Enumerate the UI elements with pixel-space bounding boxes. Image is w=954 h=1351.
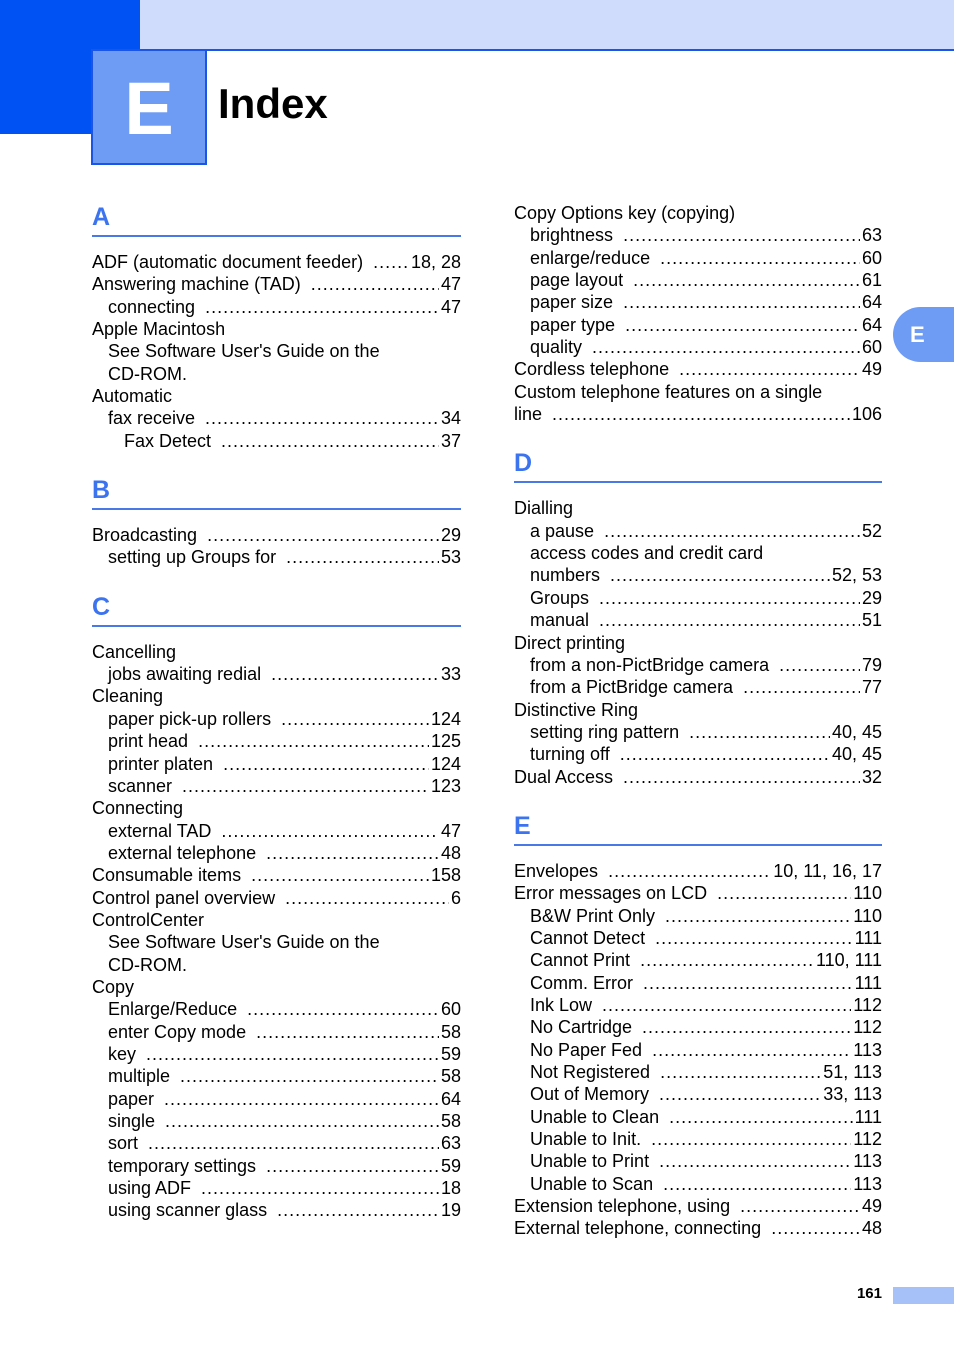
entry-pages: 47 bbox=[440, 296, 461, 317]
entry-term: temporary settings bbox=[108, 1155, 257, 1176]
dot-leader bbox=[201, 1177, 439, 1199]
index-entry bbox=[92, 1199, 461, 1221]
dot-leader bbox=[602, 994, 851, 1016]
dot-leader bbox=[373, 251, 409, 273]
entry-pages: 58 bbox=[440, 1021, 461, 1042]
index-entry bbox=[514, 1061, 882, 1083]
entry-term: No Paper Fed bbox=[530, 1039, 643, 1060]
section-header bbox=[92, 202, 461, 237]
entry-term: numbers bbox=[530, 565, 601, 586]
index-heading: CD-ROM. bbox=[108, 363, 187, 384]
dot-leader bbox=[277, 1199, 439, 1221]
dot-leader bbox=[599, 609, 860, 631]
entry-pages: 64 bbox=[440, 1088, 461, 1109]
index-entry bbox=[92, 1132, 461, 1154]
index-entry bbox=[514, 1039, 882, 1061]
index-entry bbox=[514, 927, 882, 949]
entry-term: from a PictBridge camera bbox=[530, 677, 734, 698]
entry-term: enter Copy mode bbox=[108, 1021, 247, 1042]
entry-pages: 52, 53 bbox=[831, 565, 882, 586]
entry-pages: 110 bbox=[853, 883, 882, 904]
index-entry bbox=[514, 403, 882, 425]
dot-leader bbox=[633, 269, 860, 291]
entry-term: Cannot Detect bbox=[530, 927, 646, 948]
section-gap bbox=[92, 452, 461, 475]
index-heading: Distinctive Ring bbox=[514, 699, 639, 720]
entry-pages: 112 bbox=[853, 1129, 882, 1150]
dot-leader bbox=[640, 949, 814, 971]
entry-term: paper pick-up rollers bbox=[108, 708, 272, 729]
index-entry bbox=[92, 1065, 461, 1087]
entry-pages: 60 bbox=[440, 999, 461, 1020]
section-gap bbox=[92, 569, 461, 592]
dot-leader bbox=[223, 753, 429, 775]
dot-leader bbox=[660, 247, 860, 269]
dot-leader bbox=[717, 882, 851, 904]
entry-pages: 49 bbox=[861, 1196, 882, 1217]
dot-leader bbox=[164, 1088, 439, 1110]
header-band bbox=[0, 0, 954, 51]
dot-leader bbox=[610, 564, 830, 586]
entry-term: print head bbox=[108, 731, 189, 752]
dot-leader bbox=[669, 1106, 853, 1128]
page-title: Index bbox=[218, 80, 328, 127]
section-letter: D bbox=[514, 449, 533, 478]
index-heading: See Software User's Guide on the bbox=[108, 341, 380, 362]
entry-term: multiple bbox=[108, 1066, 171, 1087]
entry-term: Error messages on LCD bbox=[514, 883, 708, 904]
index-entry bbox=[92, 1021, 461, 1043]
dot-leader bbox=[247, 998, 439, 1020]
dot-leader bbox=[281, 708, 429, 730]
entry-pages: 63 bbox=[861, 225, 882, 246]
section-header bbox=[514, 811, 882, 846]
index-entry bbox=[92, 753, 461, 775]
entry-term: scanner bbox=[108, 775, 173, 796]
index-entry bbox=[514, 905, 882, 927]
index-entry bbox=[514, 676, 882, 698]
entry-term: Extension telephone, using bbox=[514, 1196, 731, 1217]
entry-pages: 19 bbox=[440, 1200, 461, 1221]
index-entry bbox=[514, 949, 882, 971]
index-entry bbox=[514, 247, 882, 269]
dot-leader bbox=[552, 403, 850, 425]
entry-term: jobs awaiting redial bbox=[108, 664, 262, 685]
index-entry bbox=[92, 730, 461, 752]
entry-pages: 49 bbox=[861, 359, 882, 380]
dot-leader bbox=[266, 842, 439, 864]
entry-pages: 34 bbox=[440, 408, 461, 429]
entry-term: quality bbox=[530, 337, 583, 358]
dot-leader bbox=[146, 1043, 439, 1065]
entry-pages: 59 bbox=[440, 1043, 461, 1064]
entry-term: Answering machine (TAD) bbox=[92, 274, 301, 295]
entry-pages: 79 bbox=[861, 654, 882, 675]
dot-leader bbox=[205, 407, 439, 429]
entry-term: B&W Print Only bbox=[530, 905, 656, 926]
entry-term: Unable to Init. bbox=[530, 1129, 642, 1150]
index-entry bbox=[92, 1043, 461, 1065]
entry-term: brightness bbox=[530, 225, 614, 246]
entry-pages: 47 bbox=[440, 274, 461, 295]
dot-leader bbox=[689, 721, 830, 743]
entry-pages: 77 bbox=[861, 677, 882, 698]
index-entry bbox=[514, 1195, 882, 1217]
dot-leader bbox=[655, 927, 853, 949]
entry-pages: 106 bbox=[851, 404, 882, 425]
entry-term: No Cartridge bbox=[530, 1017, 633, 1038]
section-rule bbox=[514, 844, 882, 846]
index-entry bbox=[514, 721, 882, 743]
index-entry bbox=[514, 587, 882, 609]
dot-leader bbox=[148, 1132, 439, 1154]
entry-pages: 112 bbox=[853, 1017, 882, 1038]
dot-leader bbox=[608, 860, 771, 882]
index-entry bbox=[514, 743, 882, 765]
entry-pages: 51 bbox=[861, 610, 882, 631]
index-entry bbox=[514, 358, 882, 380]
entry-pages: 111 bbox=[854, 1106, 882, 1127]
index-entry bbox=[514, 336, 882, 358]
footer-bar bbox=[893, 1287, 954, 1304]
entry-pages: 124 bbox=[430, 708, 461, 729]
entry-term: turning off bbox=[530, 744, 610, 765]
entry-pages: 158 bbox=[430, 865, 461, 886]
entry-pages: 111 bbox=[854, 972, 882, 993]
entry-pages: 58 bbox=[440, 1111, 461, 1131]
index-entry bbox=[92, 708, 461, 730]
dot-leader bbox=[221, 430, 439, 452]
entry-pages: 47 bbox=[440, 820, 461, 841]
entry-term: enlarge/reduce bbox=[530, 247, 651, 268]
entry-term: Comm. Error bbox=[530, 972, 633, 993]
index-entry bbox=[514, 1150, 882, 1172]
entry-pages: 51, 113 bbox=[823, 1062, 882, 1082]
index-heading: Cleaning bbox=[92, 686, 164, 707]
index-heading: Dialling bbox=[514, 498, 574, 519]
section-letter: B bbox=[92, 476, 111, 505]
dot-leader bbox=[740, 1195, 860, 1217]
dot-leader bbox=[620, 743, 830, 765]
index-entry bbox=[514, 972, 882, 994]
entry-pages: 32 bbox=[861, 766, 882, 787]
entry-pages: 125 bbox=[430, 731, 461, 752]
dot-leader bbox=[643, 972, 853, 994]
entry-term: manual bbox=[530, 610, 590, 631]
index-entry bbox=[514, 314, 882, 336]
entry-term: external TAD bbox=[108, 820, 212, 841]
entry-pages: 53 bbox=[440, 547, 461, 568]
dot-leader bbox=[652, 1039, 851, 1061]
index-heading: Copy Options key (copying) bbox=[514, 203, 736, 223]
entry-pages: 29 bbox=[861, 587, 882, 608]
entry-pages: 29 bbox=[440, 525, 461, 546]
index-heading: Connecting bbox=[92, 798, 184, 819]
index-entry bbox=[92, 524, 461, 546]
index-entry bbox=[92, 887, 461, 909]
dot-leader bbox=[659, 1150, 851, 1172]
dot-leader bbox=[207, 524, 439, 546]
entry-term: Broadcasting bbox=[92, 525, 198, 546]
entry-term: ADF (automatic document feeder) bbox=[92, 252, 364, 272]
index-heading: Copy bbox=[92, 976, 135, 997]
entry-term: paper bbox=[108, 1088, 155, 1109]
entry-term: using ADF bbox=[108, 1178, 192, 1199]
entry-pages: 110 bbox=[853, 905, 882, 926]
dot-leader bbox=[251, 864, 429, 886]
dot-leader bbox=[625, 314, 860, 336]
index-entry bbox=[514, 860, 882, 882]
entry-pages: 6 bbox=[450, 887, 461, 908]
index-section bbox=[514, 425, 882, 787]
entry-term: key bbox=[108, 1043, 137, 1064]
entry-pages: 37 bbox=[440, 430, 461, 451]
dot-leader bbox=[286, 546, 439, 568]
index-heading: Direct printing bbox=[514, 632, 626, 653]
entry-term: Not Registered bbox=[530, 1062, 651, 1082]
entry-term: paper type bbox=[530, 314, 616, 335]
index-entry bbox=[514, 269, 882, 291]
entry-term: using scanner glass bbox=[108, 1200, 268, 1221]
entry-term: Fax Detect bbox=[124, 430, 212, 451]
entry-pages: 40, 45 bbox=[831, 721, 882, 742]
index-entry bbox=[514, 291, 882, 313]
index-entry bbox=[514, 882, 882, 904]
entry-term: Ink Low bbox=[530, 994, 593, 1015]
index-entry bbox=[92, 1088, 461, 1110]
section-header bbox=[92, 475, 461, 510]
section-rule bbox=[92, 235, 461, 237]
entry-term: External telephone, connecting bbox=[514, 1218, 762, 1239]
index-entry bbox=[92, 273, 461, 295]
entry-term: Envelopes bbox=[514, 860, 599, 881]
index-heading: CD-ROM. bbox=[108, 954, 187, 975]
index-entry bbox=[92, 296, 461, 318]
entry-pages: 61 bbox=[861, 270, 882, 291]
entry-term: from a non-PictBridge camera bbox=[530, 654, 770, 675]
index-column-right bbox=[514, 202, 882, 1240]
entry-pages: 113 bbox=[853, 1151, 882, 1172]
dot-leader bbox=[660, 1061, 821, 1083]
dot-leader bbox=[659, 1083, 821, 1105]
section-header bbox=[514, 448, 882, 483]
index-entry bbox=[92, 864, 461, 886]
index-heading: Cancelling bbox=[92, 641, 177, 662]
index-entry bbox=[92, 1155, 461, 1177]
entry-pages: 123 bbox=[430, 775, 461, 796]
entry-pages: 18 bbox=[440, 1178, 461, 1199]
index-entry bbox=[92, 998, 461, 1020]
entry-term: sort bbox=[108, 1133, 139, 1154]
side-thumb-tab: E bbox=[893, 307, 954, 362]
dot-leader bbox=[599, 587, 860, 609]
index-entry bbox=[514, 1016, 882, 1038]
dot-leader bbox=[266, 1155, 439, 1177]
index-section bbox=[514, 202, 882, 425]
entry-term: page layout bbox=[530, 270, 624, 291]
dot-leader bbox=[182, 775, 429, 797]
entry-term: external telephone bbox=[108, 842, 257, 863]
entry-term: setting up Groups for bbox=[108, 547, 277, 568]
dot-leader bbox=[743, 676, 860, 698]
dot-leader bbox=[642, 1016, 851, 1038]
index-heading: Automatic bbox=[92, 386, 173, 407]
dot-leader bbox=[623, 766, 860, 788]
index-entry bbox=[514, 766, 882, 788]
entry-pages: 112 bbox=[853, 994, 882, 1015]
dot-leader bbox=[779, 654, 860, 676]
index-column-left bbox=[92, 202, 461, 1222]
entry-term: printer platen bbox=[108, 753, 214, 774]
entry-pages: 10, 11, 16, 17 bbox=[773, 860, 882, 881]
entry-pages: 110, 111 bbox=[815, 950, 882, 971]
entry-pages: 33 bbox=[440, 664, 461, 685]
entry-term: Dual Access bbox=[514, 766, 614, 787]
entry-pages: 48 bbox=[861, 1218, 882, 1239]
section-rule bbox=[92, 508, 461, 510]
index-entry bbox=[514, 1083, 882, 1105]
entry-pages: 63 bbox=[440, 1133, 461, 1154]
section-letter: C bbox=[92, 592, 111, 621]
entry-term: a pause bbox=[530, 520, 595, 541]
section-rule bbox=[92, 625, 461, 627]
index-entry bbox=[92, 546, 461, 568]
dot-leader bbox=[285, 887, 449, 909]
entry-pages: 60 bbox=[861, 247, 882, 268]
index-section bbox=[92, 202, 461, 452]
dot-leader bbox=[604, 520, 860, 542]
section-rule bbox=[514, 481, 882, 483]
entry-term: line bbox=[514, 404, 543, 425]
entry-pages: 52 bbox=[861, 520, 882, 541]
entry-term: Unable to Clean bbox=[530, 1106, 660, 1127]
entry-term: Cordless telephone bbox=[514, 359, 670, 380]
dot-leader bbox=[165, 1110, 439, 1132]
index-entry bbox=[514, 1128, 882, 1150]
dot-leader bbox=[221, 820, 439, 842]
index-entry bbox=[514, 609, 882, 631]
entry-pages: 18, 28 bbox=[410, 252, 461, 272]
entry-pages: 64 bbox=[861, 292, 882, 313]
entry-term: Unable to Scan bbox=[530, 1173, 654, 1194]
index-heading: ControlCenter bbox=[92, 909, 205, 930]
entry-pages: 111 bbox=[854, 927, 882, 948]
section-gap bbox=[514, 788, 882, 811]
index-heading: access codes and credit card bbox=[530, 543, 764, 564]
chapter-letter-box: E bbox=[91, 49, 207, 165]
dot-leader bbox=[623, 224, 860, 246]
index-entry bbox=[514, 1106, 882, 1128]
dot-leader bbox=[198, 730, 429, 752]
index-entry bbox=[92, 251, 461, 273]
index-entry bbox=[514, 1217, 882, 1239]
entry-term: single bbox=[108, 1111, 156, 1131]
section-header bbox=[92, 592, 461, 627]
index-entry bbox=[514, 520, 882, 542]
index-section bbox=[92, 452, 461, 569]
index-entry bbox=[514, 224, 882, 246]
entry-term: Cannot Print bbox=[530, 950, 631, 971]
dot-leader bbox=[679, 358, 860, 380]
index-entry bbox=[92, 842, 461, 864]
index-heading: Custom telephone features on a single bbox=[514, 381, 823, 402]
section-letter: E bbox=[514, 811, 531, 840]
entry-pages: 33, 113 bbox=[823, 1084, 882, 1105]
entry-term: fax receive bbox=[108, 408, 196, 429]
section-letter: A bbox=[92, 203, 111, 231]
entry-pages: 113 bbox=[853, 1173, 882, 1194]
index-entry bbox=[514, 994, 882, 1016]
index-entry bbox=[92, 407, 461, 429]
entry-pages: 64 bbox=[861, 314, 882, 335]
dot-leader bbox=[665, 905, 851, 927]
dot-leader bbox=[271, 663, 439, 685]
index-entry bbox=[92, 430, 461, 452]
entry-term: Enlarge/Reduce bbox=[108, 999, 238, 1020]
entry-pages: 59 bbox=[440, 1155, 461, 1176]
entry-pages: 40, 45 bbox=[831, 744, 882, 765]
index-heading: See Software User's Guide on the bbox=[108, 932, 380, 953]
index-entry bbox=[92, 1110, 461, 1132]
entry-pages: 124 bbox=[430, 753, 461, 774]
entry-term: setting ring pattern bbox=[530, 721, 680, 742]
index-entry bbox=[92, 663, 461, 685]
dot-leader bbox=[205, 296, 439, 318]
dot-leader bbox=[623, 291, 860, 313]
entry-term: Control panel overview bbox=[92, 887, 276, 908]
entry-term: Consumable items bbox=[92, 865, 242, 886]
dot-leader bbox=[256, 1021, 439, 1043]
entry-pages: 60 bbox=[861, 337, 882, 358]
entry-pages: 58 bbox=[440, 1066, 461, 1087]
index-entry bbox=[92, 1177, 461, 1199]
index-section bbox=[92, 569, 461, 1222]
index-entry bbox=[514, 654, 882, 676]
entry-pages: 48 bbox=[440, 842, 461, 863]
section-gap bbox=[514, 425, 882, 448]
index-entry bbox=[92, 775, 461, 797]
entry-term: Out of Memory bbox=[530, 1084, 650, 1105]
entry-term: paper size bbox=[530, 292, 614, 313]
dot-leader bbox=[311, 273, 439, 295]
dot-leader bbox=[592, 336, 860, 358]
dot-leader bbox=[180, 1065, 439, 1087]
index-entry bbox=[514, 1173, 882, 1195]
dot-leader bbox=[771, 1217, 860, 1239]
index-entry bbox=[514, 564, 882, 586]
dot-leader bbox=[651, 1128, 851, 1150]
index-heading: Apple Macintosh bbox=[92, 319, 226, 340]
entry-term: Groups bbox=[530, 587, 590, 608]
entry-pages: 113 bbox=[853, 1039, 882, 1060]
entry-term: connecting bbox=[108, 296, 196, 317]
dot-leader bbox=[663, 1173, 851, 1195]
page-number: 161 bbox=[856, 1285, 882, 1302]
index-entry bbox=[92, 820, 461, 842]
index-section bbox=[514, 788, 882, 1240]
entry-term: Unable to Print bbox=[530, 1151, 650, 1172]
